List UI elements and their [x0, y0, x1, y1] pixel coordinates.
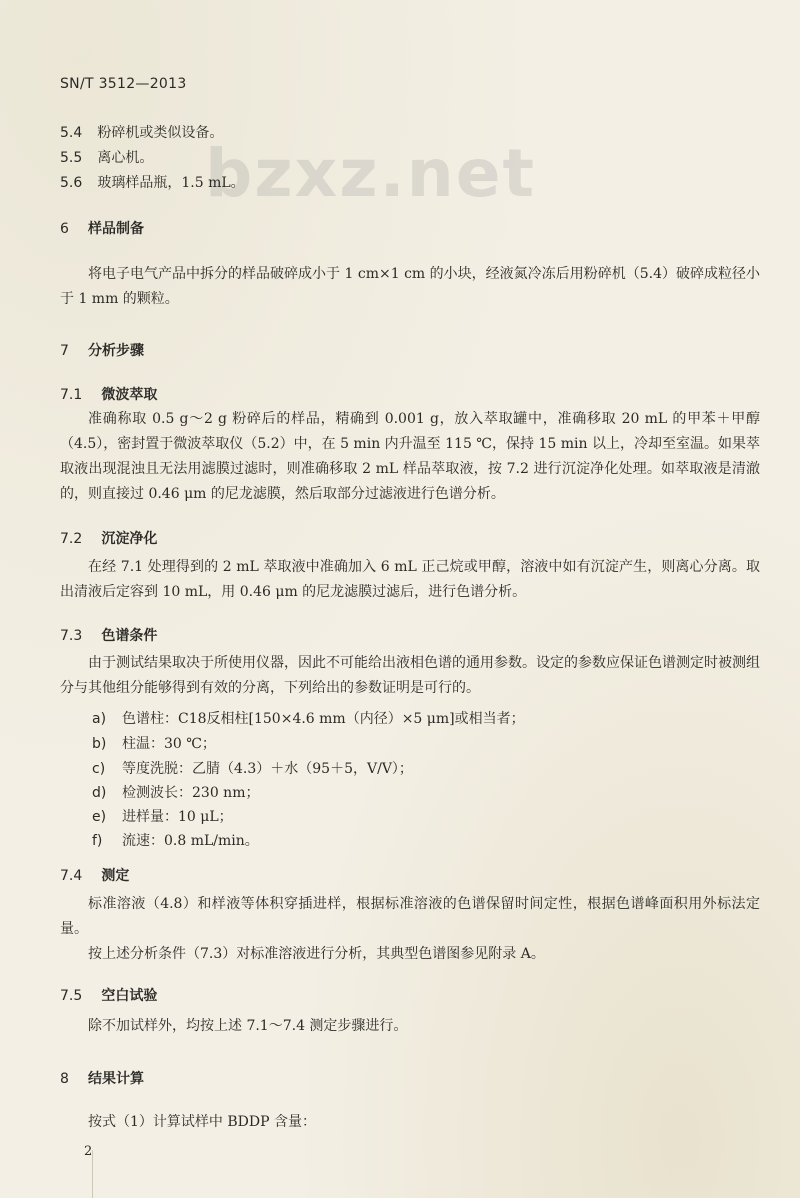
equipment-item	[60, 122, 223, 142]
list-item-label: a)	[92, 711, 107, 727]
section-number: 7.5	[60, 988, 83, 1004]
list-item-label: b)	[92, 736, 107, 752]
section-heading-7-3	[60, 625, 157, 645]
section-title: 分析步骤	[88, 343, 145, 359]
section-heading-7-5	[60, 985, 157, 1005]
watermark: bzxz.net	[205, 135, 537, 212]
clause-text: 玻璃样品瓶，1.5 mL。	[97, 175, 245, 191]
section-number: 7.2	[60, 531, 83, 547]
list-item	[92, 830, 259, 850]
section-heading-7	[60, 340, 144, 360]
equipment-item	[60, 147, 153, 167]
section-number: 7.4	[60, 868, 83, 884]
section-7-1-body: 准确称取 0.5 g～2 g 粉碎后的样品，精确到 0.001 g，放入萃取罐中，准确移取 20 mL 的甲苯＋甲醇（4.5），密封置于微波萃取仪（5.2）中，在 5 min 内升温至 115 ℃，保持 15 min 以上，冷却至室温。如果萃取液出现混浊且无法用滤膜过滤时，则准确移取 2 mL 样品萃取液，按 7.2 进行沉淀净化处理。如萃取液是清澈的，则直接过 0.46 μm 的尼龙滤膜，然后取部分过滤液进行色谱分析。	[60, 411, 760, 502]
page-number: 2	[84, 1144, 93, 1159]
section-number: 7.3	[60, 628, 83, 644]
list-item-text: 等度洗脱：乙腈（4.3）＋水（95＋5，V/V）；	[122, 761, 413, 777]
section-number: 7	[60, 343, 69, 359]
section-heading-7-4	[60, 865, 129, 885]
list-item-label: e)	[92, 809, 107, 825]
section-6-body: 将电子电气产品中拆分的样品破碎成小于 1 cm×1 cm 的小块，经液氮冷冻后用粉碎机（5.4）破碎成粒径小于 1 mm 的颗粒。	[60, 266, 760, 307]
section-heading-7-1	[60, 384, 157, 404]
section-number: 8	[60, 1071, 69, 1087]
equipment-item	[60, 172, 245, 192]
list-item	[92, 806, 233, 826]
section-title: 测定	[101, 868, 130, 884]
section-heading-8	[60, 1068, 144, 1088]
section-title: 空白试验	[101, 988, 158, 1004]
section-7-4-body-2: 按上述分析条件（7.3）对标准溶液进行分析，其典型色谱图参见附录 A。	[88, 946, 545, 962]
section-number: 7.1	[60, 387, 83, 403]
section-7-2-body: 在经 7.1 处理得到的 2 mL 萃取液中准确加入 6 mL 正己烷或甲醇，溶液中如有沉淀产生，则离心分离。取出清液后定容到 10 mL，用 0.46 μm 的尼龙滤膜过滤后，进行色谱分析。	[60, 559, 760, 600]
section-7-5-body: 除不加试样外，均按上述 7.1～7.4 测定步骤进行。	[88, 1018, 408, 1034]
list-item-text: 进样量：10 μL；	[122, 809, 233, 825]
list-item-text: 检测波长：230 nm；	[122, 785, 260, 801]
list-item-text: 色谱柱：C18反相柱[150×4.6 mm（内径）×5 μm]或相当者；	[122, 711, 525, 727]
section-7-3-body: 由于测试结果取决于所使用仪器，因此不可能给出液相色谱的通用参数。设定的参数应保证色谱测定时被测组分与其他组分能够得到有效的分离，下列给出的参数证明是可行的。	[60, 655, 760, 696]
list-item	[92, 733, 216, 753]
clause-number: 5.6	[60, 175, 83, 191]
list-item-label: c)	[92, 761, 106, 777]
list-item	[92, 758, 413, 778]
list-item	[92, 782, 259, 802]
list-item-label: d)	[92, 785, 107, 801]
section-number: 6	[60, 221, 69, 237]
clause-text: 离心机。	[97, 150, 154, 166]
list-item-text: 柱温：30 ℃；	[122, 736, 216, 752]
document-code: SN/T 3512—2013	[60, 76, 187, 92]
section-heading-6	[60, 218, 144, 238]
section-heading-7-2	[60, 528, 157, 548]
list-item-text: 流速：0.8 mL/min。	[122, 833, 259, 849]
clause-text: 粉碎机或类似设备。	[97, 125, 224, 141]
section-title: 色谱条件	[101, 628, 158, 644]
list-item-label: f)	[92, 833, 103, 849]
section-title: 样品制备	[88, 221, 145, 237]
list-item	[92, 708, 525, 728]
section-8-body: 按式（1）计算试样中 BDDP 含量：	[88, 1114, 316, 1130]
clause-number: 5.5	[60, 150, 83, 166]
section-title: 微波萃取	[101, 387, 158, 403]
clause-number: 5.4	[60, 125, 83, 141]
section-title: 沉淀净化	[101, 531, 158, 547]
section-7-4-body: 标准溶液（4.8）和样液等体积穿插进样，根据标准溶液的色谱保留时间定性，根据色谱峰面积用外标法定量。	[60, 896, 760, 937]
section-title: 结果计算	[88, 1071, 145, 1087]
